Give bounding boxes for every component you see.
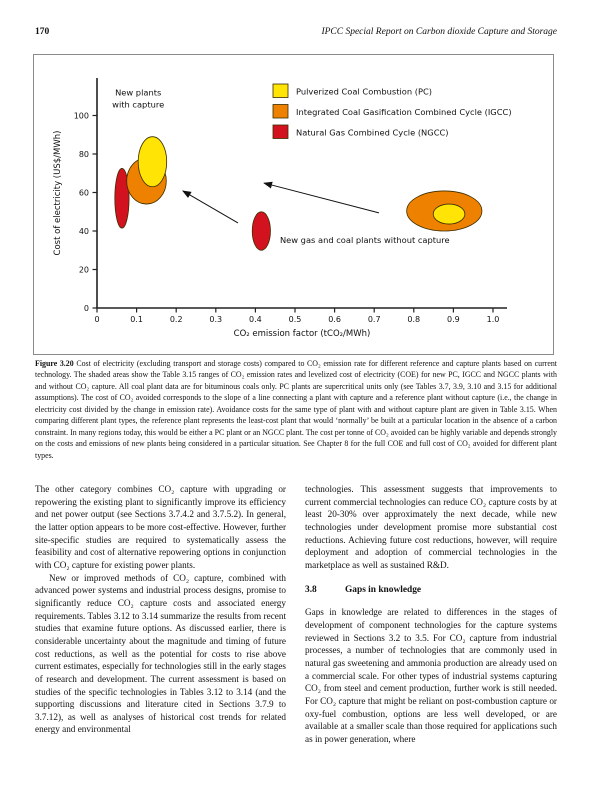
y-tick-label: 80 <box>78 149 89 159</box>
arrow <box>264 183 379 213</box>
x-tick-label: 0.2 <box>169 315 183 324</box>
legend-swatch <box>273 105 288 119</box>
y-tick-label: 40 <box>78 226 89 236</box>
paragraph: New or improved methods of CO₂ capture, combined with advanced power systems and industrial process designs, promise to significantly reduce CO₂ capture costs and associated energy requirements. Tables 3.12 to 3.14 summarize the results from recent studies that examine future options. As discussed earlier, there is considerable uncertainty about the magnitude and timing of future cost reductions, as well as the potential for costs to rise above current estimates, especially for technologies still in the early stages of research and development. The current assessment is based on studies of the specific technologies in Tables 3.12 to 3.14 (and the supporting discussions and literature cited in Sections 3.7.9 to 3.7.12), as well as analyses of historical cost trends for related energy and environmental <box>35 572 286 735</box>
y-axis-label: Cost of electricity (US$/MWh) <box>53 130 63 256</box>
page-number: 170 <box>35 27 50 37</box>
y-tick-label: 0 <box>83 303 89 313</box>
figure-box <box>33 54 554 355</box>
x-tick-label: 0.3 <box>209 315 223 324</box>
paragraph: technologies. This assessment suggests that improvements to current commercial technologies can reduce CO₂ capture costs by at least 20-30% over approximately the next decade, while new technologies under development promise more substantial cost reductions. Achieving future cost reductions, however, will require deployment and adoption of commercial technologies in the marketplace as well as sustained R&D. <box>305 484 557 570</box>
legend-label: Pulverized Coal Combustion (PC) <box>296 86 433 97</box>
section-number: 3.8 <box>305 584 317 595</box>
region-ellipse <box>138 137 167 187</box>
x-tick-label: 0.8 <box>407 315 421 324</box>
y-tick-label: 20 <box>78 265 89 275</box>
header-title: IPCC Special Report on Carbon dioxide Capture and Storage <box>321 27 557 37</box>
body-right-column <box>305 483 557 745</box>
page-header <box>35 27 557 37</box>
legend-swatch <box>273 84 288 98</box>
x-axis-label: CO₂ emission factor (tCO₂/MWh) <box>233 329 371 339</box>
paragraph: The other category combines CO₂ capture with upgrading or repowering the existing plant to significantly improve its efficiency and net power output (see Sections 3.7.4.2 and 3.7.5.2). In general, the latter option appears to be more cost-effective. However, further site-specific studies are required to systematically assess the feasibility and cost of alternative repowering options in conjunction with CO₂ capture for existing power plants. <box>35 484 286 570</box>
chart-annotation: New plants with capture <box>112 87 165 110</box>
arrow <box>183 191 238 223</box>
y-tick-label: 100 <box>73 111 89 121</box>
section-title: Gaps in knowledge <box>345 584 422 595</box>
chart-annotation: New gas and coal plants without capture <box>279 234 450 245</box>
x-tick-label: 0.6 <box>328 315 341 324</box>
figure-caption-label: Figure 3.20 <box>35 359 74 368</box>
region-ellipse <box>433 204 465 224</box>
legend-swatch <box>273 125 288 139</box>
legend-label: Natural Gas Combined Cycle (NGCC) <box>296 127 449 138</box>
x-tick-label: 0.1 <box>130 315 143 324</box>
x-tick-label: 0.4 <box>249 315 262 324</box>
x-tick-label: 0.7 <box>367 315 381 324</box>
section-heading <box>305 584 557 597</box>
y-tick-label: 60 <box>78 188 89 198</box>
region-ellipse <box>252 212 270 251</box>
body-left-column <box>35 483 286 736</box>
figure-chart <box>34 55 553 354</box>
legend-label: Integrated Coal Gasification Combined Cycle (IGCC) <box>296 107 512 117</box>
figure-caption <box>35 358 557 461</box>
x-tick-label: 0.5 <box>288 315 302 324</box>
x-tick-label: 1.0 <box>486 315 500 324</box>
x-tick-label: 0 <box>94 315 100 324</box>
paragraph: Gaps in knowledge are related to differences in the stages of development of component technologies for the capture systems reviewed in Sections 3.2 to 3.5. For CO₂ capture from industrial processes, a number of technologies that are commonly used in natural gas sweetening and ammonia production are already used on a commercial scale. For other types of industrial systems capturing CO₂ from steel and cement production, further work is still needed. For CO₂ capture that might be reliant on post-combustion capture or oxy-fuel combustion, options are less well developed, or are available at a smaller scale than those required for applications such as in power generation, where <box>305 607 557 744</box>
figure-caption-text: Cost of electricity (excluding transport and storage costs) compared to CO₂ emission rate for different reference and capture plants based on current technology. The shaded areas show the Table 3.15 ranges of CO₂ emission rates and levelized cost of electricity (COE) for new PC, IGCC and NGCC plants with and without CO₂ capture. All coal plant data are for bituminous coals only. PC plants are supercritical units only (see Tables 3.7, 3.9, 3.10 and 3.15 for additional assumptions). The cost of CO₂ avoided corresponds to the slope of a line connecting a plant with capture and a reference plant without capture (i.e., the change in electricity cost divided by the change in emission rate). Avoidance costs for the same type of plant with and without capture plant are given in Table 3.15. When comparing different plant types, the reference plant represents the least-cost plant that would ‘normally’ be built at a particular location in the absence of a carbon constraint. In many regions today, this would be either a PC plant or an NGCC plant. The cost per tonne of CO₂ avoided can be highly variable and depends strongly on the costs and emissions of new plants being considered in a particular situation. See Chapter 8 for the full COE and full cost of CO₂ avoided for different plant types. <box>35 359 557 460</box>
x-tick-label: 0.9 <box>447 315 460 324</box>
